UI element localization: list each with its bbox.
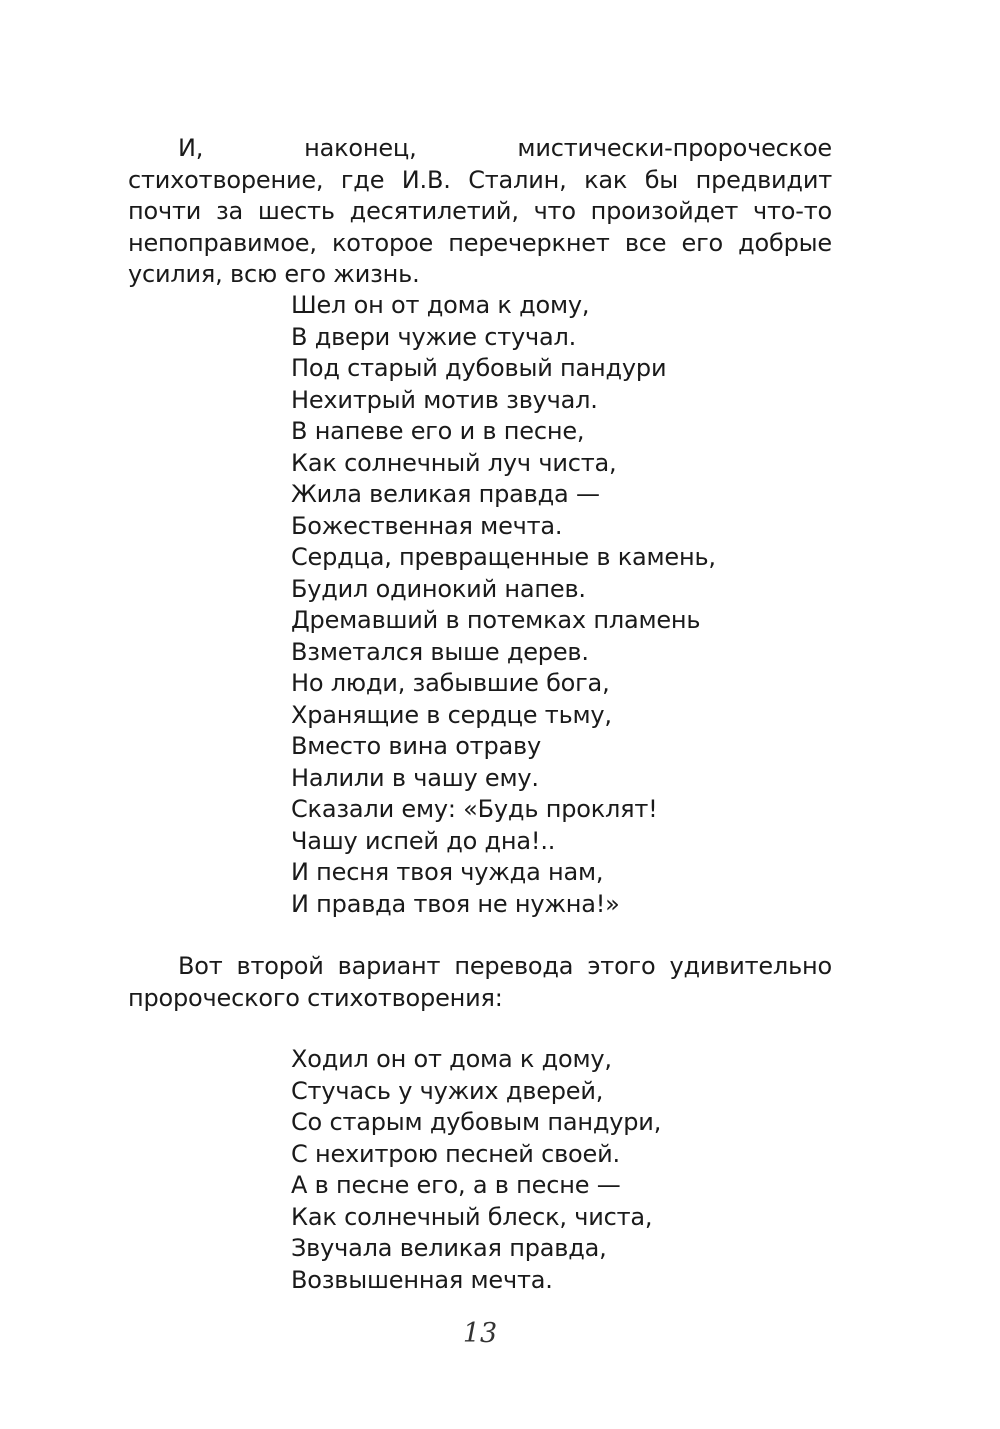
poem-line: Возвышенная мечта. <box>291 1265 553 1294</box>
poem-line: С нехитрою песней своей. <box>291 1139 620 1168</box>
poem-line: Жила великая правда — <box>291 480 600 508</box>
poem-line: Сердца, превращенные в камень, <box>291 543 716 571</box>
poem-line: Звучала великая правда, <box>291 1234 607 1262</box>
second-variant-paragraph: Вот второй вариант перевода этого удивительно пророческого стихотворения: <box>128 952 832 1012</box>
poem-line: Хранящие в сердце тьму, <box>291 700 612 729</box>
poem-line: Божественная мечта. <box>291 511 563 540</box>
poem-second-translation <box>291 1044 661 1296</box>
poem-line: В двери чужие стучал. <box>291 322 577 351</box>
poem-line: Сказали ему: «Будь проклят! <box>291 795 658 823</box>
poem-line: Будил одинокий напев. <box>291 574 586 603</box>
poem-line: Дремавший в потемках пламень <box>291 606 701 634</box>
poem-line: И правда твоя не нужна!» <box>291 889 620 918</box>
poem-line: В напеве его и в песне, <box>291 417 585 445</box>
poem-line: Чашу испей до дна!.. <box>291 826 556 855</box>
poem-line: Стучась у чужих дверей, <box>291 1076 604 1105</box>
poem-line: Шел он от дома к дому, <box>291 291 590 319</box>
poem-line: А в песне его, а в песне — <box>291 1171 621 1199</box>
poem-line: И песня твоя чужда нам, <box>291 858 604 886</box>
poem-line: Налили в чашу ему. <box>291 763 539 792</box>
poem-line: Вместо вина отраву <box>291 732 541 760</box>
poem-line: Как солнечный луч чиста, <box>291 448 617 477</box>
poem-line: Ходил он от дома к дому, <box>291 1045 612 1073</box>
poem-line: Как солнечный блеск, чиста, <box>291 1202 653 1231</box>
poem-line: Со старым дубовым пандури, <box>291 1108 662 1136</box>
poem-line: Но люди, забывшие бога, <box>291 669 610 697</box>
poem-line: Под старый дубовый пандури <box>291 354 667 382</box>
poem-line: Нехитрый мотив звучал. <box>291 385 598 414</box>
poem-first-translation <box>291 290 716 920</box>
intro-paragraph: И, наконец, мистически-пророческое стихотворение, где И.В. Сталин, как бы предвидит почти за шесть десятилетий, что произойдет что-то непоправимое, которое перечеркнет все его добрые усилия, всю его жизнь. <box>128 134 832 288</box>
poem-line: Взметался выше дерев. <box>291 637 589 666</box>
page-number: 13 <box>462 1318 498 1349</box>
